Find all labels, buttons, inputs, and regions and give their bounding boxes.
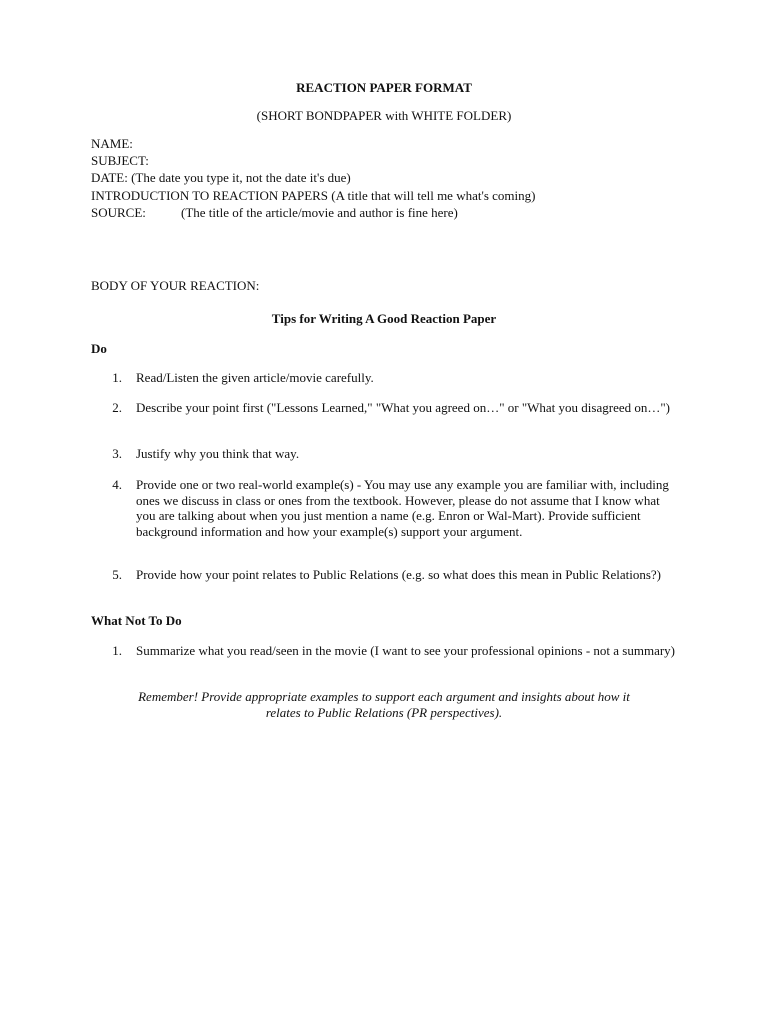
document-title: REACTION PAPER FORMAT (296, 80, 472, 95)
list-item-text: Summarize what you read/seen in the movie (I want to see your professional opinions - not a summary) (136, 643, 676, 658)
field-introduction: INTRODUCTION TO REACTION PAPERS (A title that will tell me what's coming) (91, 188, 536, 203)
not-heading: What Not To Do (91, 613, 182, 628)
field-source-label: SOURCE: (91, 205, 146, 220)
field-subject: SUBJECT: (91, 153, 149, 168)
list-item-text: Justify why you think that way. (136, 446, 300, 461)
list-item-text: Provide how your point relates to Public Relations (e.g. so what does this mean in Public Relations?) (136, 567, 661, 582)
list-item-number: 4. (112, 477, 122, 492)
remember-line-2: relates to Public Relations (PR perspectives). (265, 705, 503, 720)
body-label: BODY OF YOUR REACTION: (91, 278, 260, 293)
list-item-number: 2. (112, 400, 122, 415)
do-heading: Do (91, 341, 107, 356)
field-date: DATE: (The date you type it, not the date it's due) (91, 170, 351, 185)
field-name: NAME: (91, 136, 133, 151)
field-source-value: (The title of the article/movie and author is fine here) (181, 205, 458, 220)
list-item-text: Read/Listen the given article/movie carefully. (136, 370, 374, 385)
list-item-number: 1. (112, 370, 122, 385)
list-item-text: Provide one or two real-world example(s) - You may use any example you are familiar with, including ones we discuss in class or ones from the textbook. However, please do not assume that I know what you are talking about when you just mention a name (e.g. Enron or Wal-Mart). Provide sufficient background information and how your example(s) support your argument. (136, 477, 669, 539)
list-item-text: Describe your point first ("Lessons Learned," "What you agreed on…" or "What you disagreed on…") (136, 400, 670, 415)
remember-line-1: Remember! Provide appropriate examples to support each argument and insights about how it (138, 689, 630, 704)
list-item-number: 3. (112, 446, 122, 461)
field-source (91, 204, 691, 221)
list-item-number: 1. (112, 643, 122, 658)
tips-heading: Tips for Writing A Good Reaction Paper (271, 311, 497, 326)
document-subtitle: (SHORT BONDPAPER with WHITE FOLDER) (256, 108, 512, 123)
list-item-number: 5. (112, 567, 122, 582)
